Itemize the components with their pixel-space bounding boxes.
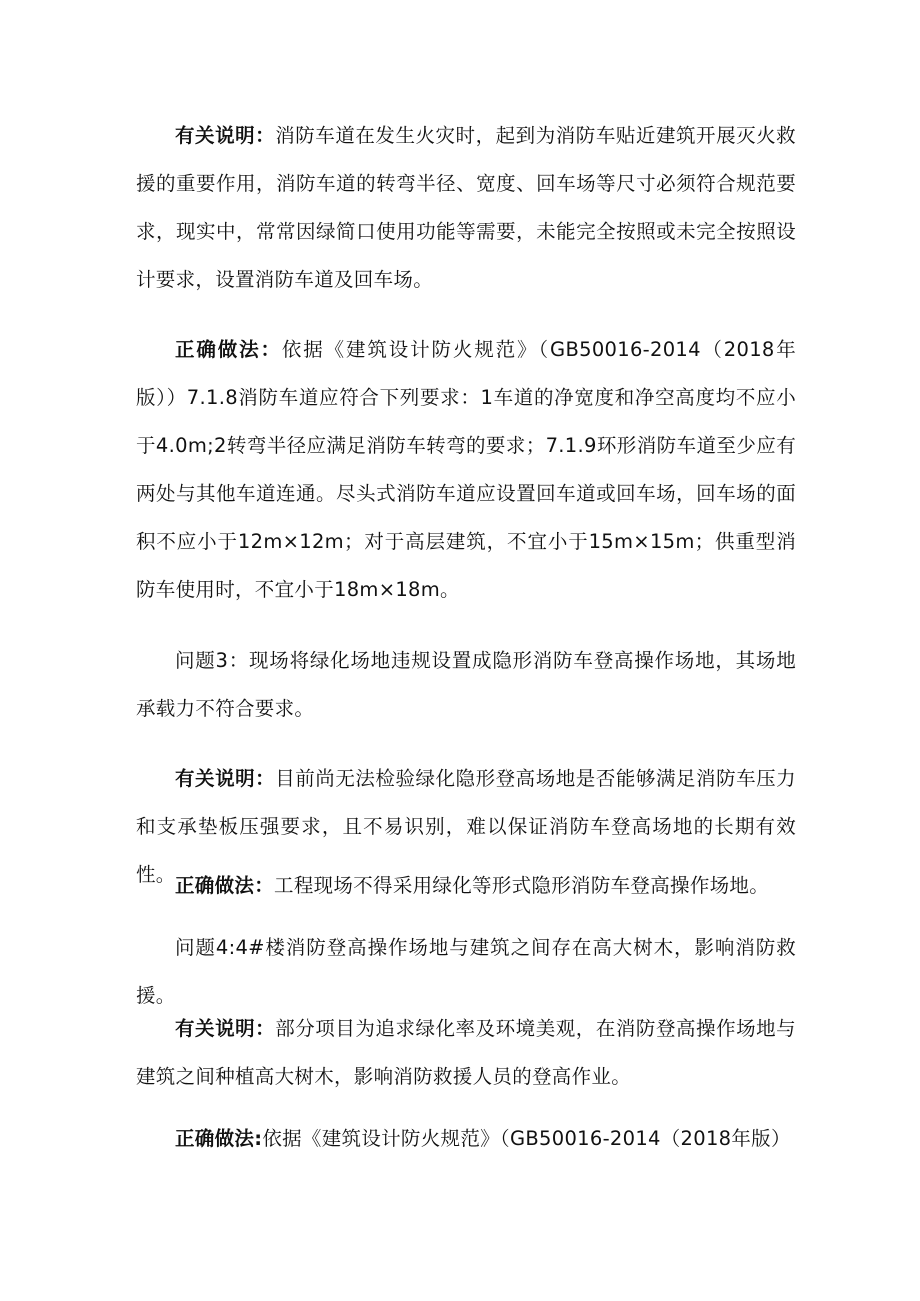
paragraph-text: 问题4:4#楼消防登高操作场地与建筑之间存在高大树木，影响消防救援。: [136, 936, 796, 1007]
paragraph-text: 目前尚无法检验绿化隐形登高场地是否能够满足消防车压力和支承垫板压强要求，且不易识别，难以保证消防车登高场地的长期有效性。: [136, 767, 796, 886]
paragraph-label: 有关说明：: [175, 124, 276, 147]
paragraph-label: 有关说明：: [175, 767, 276, 790]
paragraph-correct-practice-hidden-site: [136, 862, 796, 910]
paragraph-correct-practice-fire-lane: [136, 326, 796, 614]
paragraph-explanation-fire-lane: [136, 112, 796, 304]
paragraph-text: 依据《建筑设计防火规范》（GB50016-2014（2018年版）: [262, 1127, 791, 1150]
paragraph-label: 正确做法：: [175, 874, 275, 897]
paragraph-label: 有关说明：: [175, 1017, 276, 1040]
paragraph-text: 依据《建筑设计防火规范》（GB50016-2014（2018年版））7.1.8消防车道应符合下列要求：1车道的净宽度和净空高度均不应小于4.0m;2转弯半径应满足消防车转弯的要求；7.1.9环形消防车道至少应有两处与其他车道连通。尽头式消防车道应设置回车道或回车场，回车场的面积不应小于12m×12m；对于高层建筑，不宜小于15m×15m；供重型消防车使用时，不宜小于18m×18m。: [136, 338, 796, 601]
paragraph-label: 正确做法：: [175, 338, 282, 361]
paragraph-text: 消防车道在发生火灾时，起到为消防车贴近建筑开展灭火救援的重要作用，消防车道的转弯半径、宽度、回车场等尺寸必须符合规范要求，现实中，常常因绿简口使用功能等需要，未能完全按照或未完全按照设计要求，设置消防车道及回车场。: [136, 124, 796, 291]
paragraph-text: 问题3：现场将绿化场地违规设置成隐形消防车登高操作场地，其场地承载力不符合要求。: [136, 649, 796, 720]
paragraph-label: 正确做法:: [175, 1127, 263, 1150]
paragraph-text: 工程现场不得采用绿化等形式隐形消防车登高操作场地。: [274, 874, 770, 897]
paragraph-issue-3: [136, 637, 796, 733]
paragraph-explanation-trees: [136, 1005, 796, 1101]
paragraph-text: 部分项目为追求绿化率及环境美观，在消防登高操作场地与建筑之间种植高大树木，影响消防救援人员的登高作业。: [136, 1017, 796, 1088]
paragraph-correct-practice-trees: [136, 1115, 796, 1163]
